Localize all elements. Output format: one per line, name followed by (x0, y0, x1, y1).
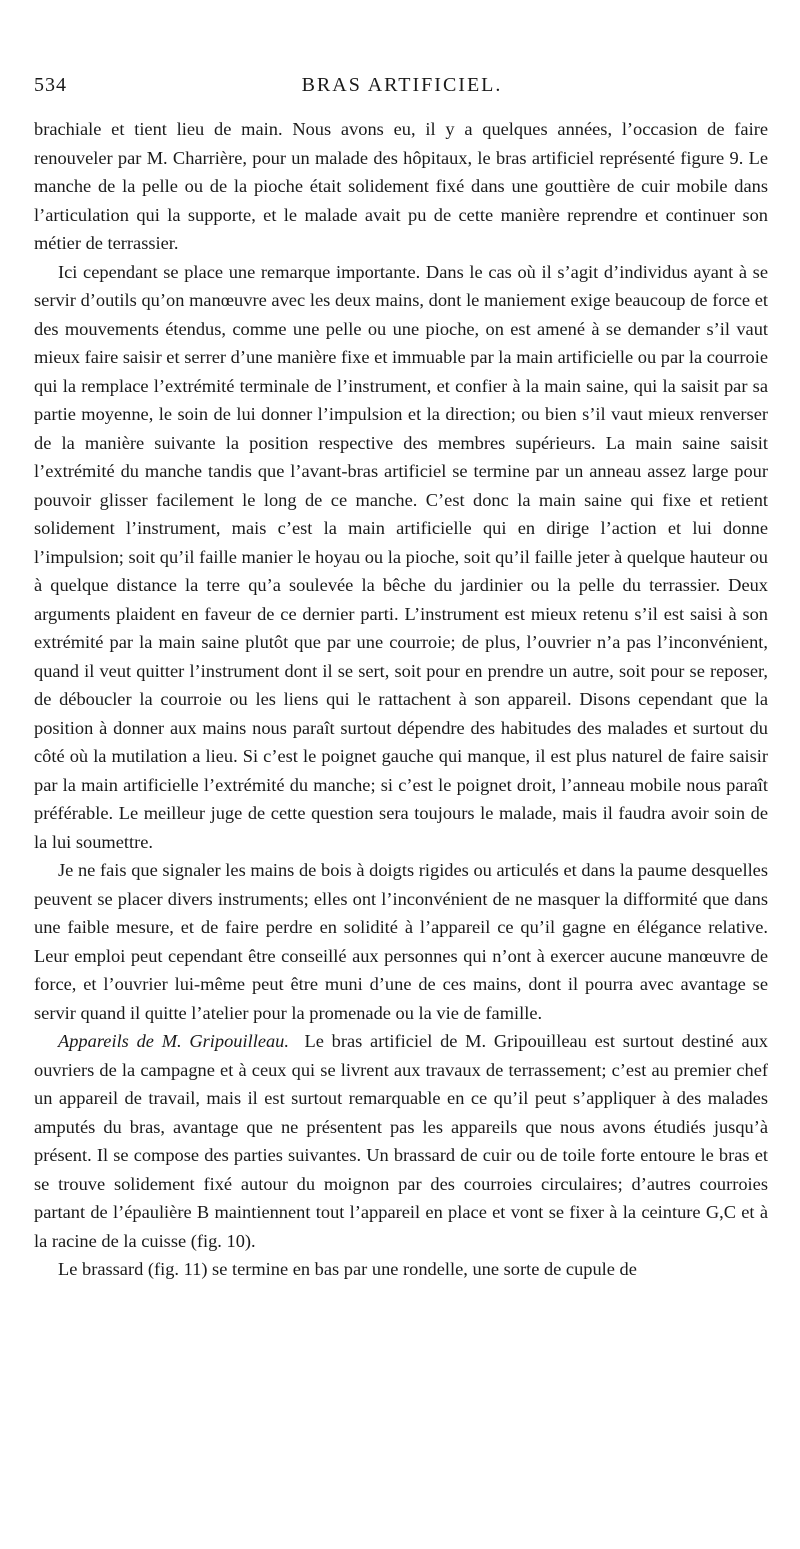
body-text (34, 115, 768, 1284)
section-text: Le bras artificiel de M. Gripouilleau est surtout destiné aux ouvriers de la campagne et à ceux qui se livrent aux travaux de terrassement; c’est au premier chef un appareil de travail, mais il est surtout remarquable en ce qu’il peut s’appliquer à des malades amputés du bras, avantage que ne présentent pas les appareils que nous avons étudiés jusqu’à présent. Il se compose des parties suivantes. Un brassard de cuir ou de toile forte entoure le bras et se trouve solidement fixé autour du moignon par des courroies circulaires; d’autres courroies partant de l’épaulière B maintiennent tout l’appareil en place et vont se fixer à la ceinture G,C et à la racine de la cuisse (fig. 10). (34, 1031, 769, 1251)
paragraph-brassard: Le brassard (fig. 11) se termine en bas par une rondelle, une sorte de cupule de (58, 1259, 637, 1279)
paragraph-gripouilleau (34, 1027, 768, 1255)
paragraph-mains-de-bois: Je ne fais que signaler les mains de bois à doigts rigides ou articulés et dans la paume desquelles peuvent se placer divers instruments; elles ont l’inconvénient de ne masquer la difformité que dans une faible mesure, et de faire perdre en solidité à l’appareil ce qu’il gagne en élégance relative. Leur emploi peut cependant être conseillé aux personnes qui n’ont à exercer aucune manœuvre de force, et l’ouvrier lui-même peut être muni d’une de ces mains, dont il pourra avec avantage se servir quand il quitte l’atelier pour la promenade ou la vie de famille. (34, 860, 768, 1023)
page-number: 534 (34, 74, 67, 96)
paragraph-remarque: Ici cependant se place une remarque importante. Dans le cas où il s’agit d’individus ayant à se servir d’outils qu’on manœuvre avec les deux mains, dont le maniement exige beaucoup de force et des mouvements étendus, comme une pelle ou une pioche, on est amené à se demander s’il vaut mieux faire saisir et serrer d’une manière fixe et immuable par la main artificielle ou par la courroie qui la remplace l’extrémité terminale de l’instrument, et confier à la main saine, qui la saisit par sa partie moyenne, le soin de lui donner l’impulsion et la direction; ou bien s’il vaut mieux renverser de la manière suivante la position respective des membres supérieurs. La main saine saisit l’extrémité du manche tandis que l’avant-bras artificiel se termine par un anneau assez large pour pouvoir glisser facilement le long de ce manche. C’est donc la main saine qui fixe et retient solidement l’instrument, mais c’est la main artificielle qui en dirige l’action et lui donne l’impulsion; soit qu’il faille manier le hoyau ou la pioche, soit qu’il faille jeter à quelque hauteur ou à quelque distance la terre qu’a soulevée la bêche du jardinier ou la pelle du terrassier. Deux arguments plaident en faveur de ce dernier parti. L’instrument est mieux retenu s’il est saisi à son extrémité par la main saine plutôt que par une courroie; de plus, l’ouvrier n’a pas l’inconvénient, quand il veut quitter l’instrument dont il se sert, soit pour en prendre un autre, soit pour se reposer, de déboucler la courroie ou les liens qui le rattachent à son appareil. Disons cependant que la position à donner aux mains nous paraît surtout dépendre des habitudes des malades et surtout du côté où la mutilation a lieu. Si c’est le poignet gauche qui manque, il est plus naturel de faire saisir par la main artificielle l’extrémité du manche; si c’est le poignet droit, l’anneau mobile nous paraît préférable. Le meilleur juge de cette question sera toujours le malade, mais il faudra avoir soin de la lui soumettre. (34, 261, 768, 852)
section-heading: Appareils de M. Gripouilleau. (58, 1031, 289, 1051)
running-head (34, 74, 770, 104)
running-title: BRAS ARTIFICIEL. (301, 74, 503, 96)
paragraph-continued: brachiale et tient lieu de main. Nous avons eu, il y a quelques années, l’occasion de faire renouveler par M. Charrière, pour un malade des hôpitaux, le bras artificiel représenté figure 9. Le manche de la pelle ou de la pioche était solidement fixé dans une gouttière de cuir mobile dans l’articulation qui la supporte, et le malade avait pu de cette manière reprendre et continuer son métier de terrassier. (34, 119, 768, 253)
